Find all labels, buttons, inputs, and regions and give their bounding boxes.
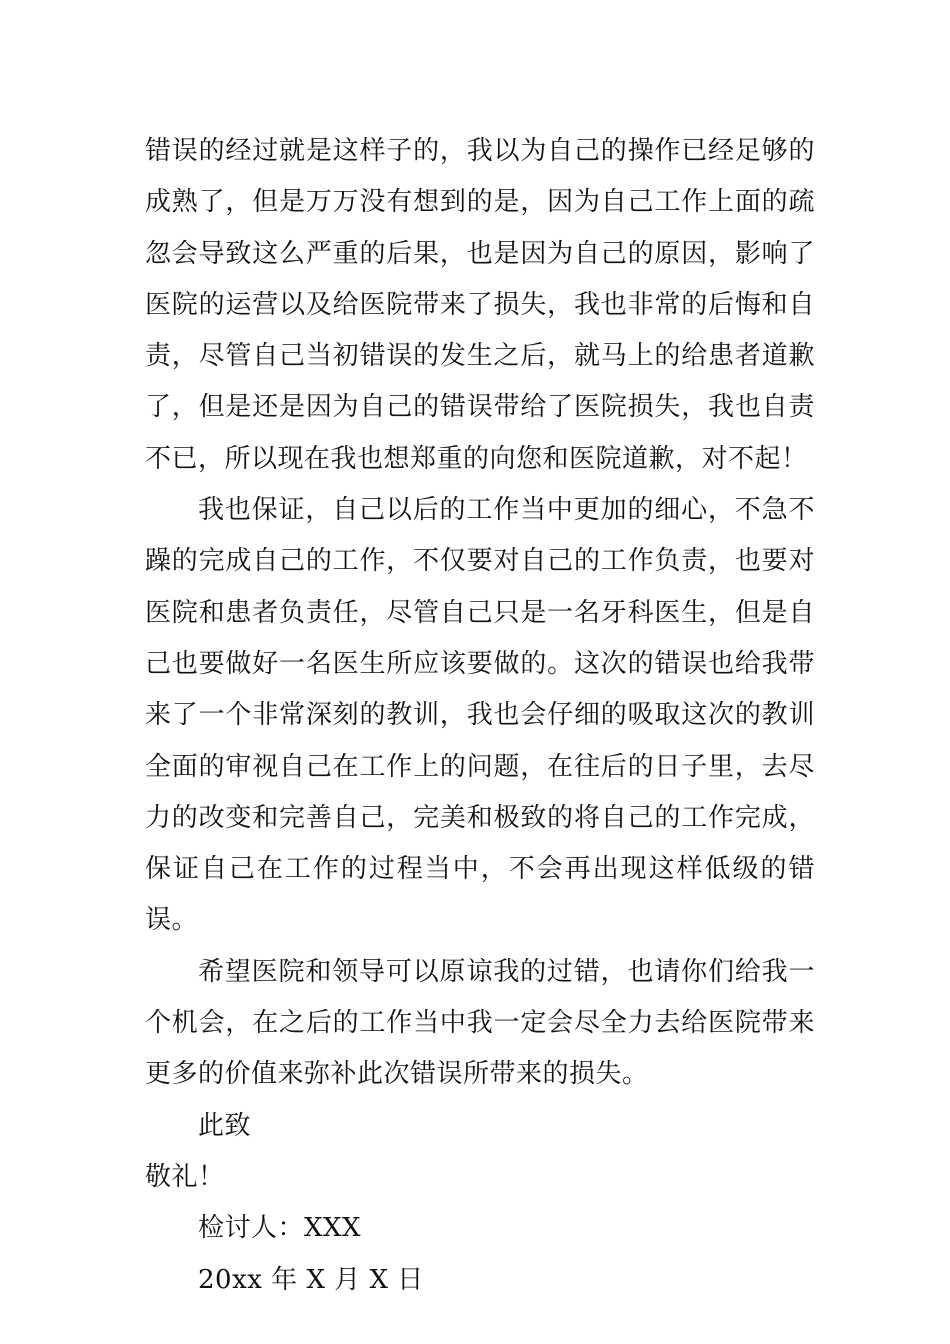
paragraph-error-account: 错误的经过就是这样子的，我以为自己的操作已经足够的成熟了，但是万万没有想到的是，因为自己工作上面的疏忽会导致这么严重的后果，也是因为自己的原因，影响了医院的运营以及给医院带来了损失，我也非常的后悔和自责，尽管自己当初错误的发生之后，就马上的给患者道歉了，但是还是因为自己的错误带给了医院损失，我也自责不已，所以现在我也想郑重的向您和医院道歉，对不起！	[145, 136, 815, 474]
signer-line: 检讨人：XXX	[198, 1213, 362, 1244]
closing-salutation: 此致	[198, 1110, 252, 1141]
closing-regards: 敬礼！	[145, 1161, 225, 1192]
paragraph-promise: 我也保证，自己以后的工作当中更加的细心，不急不躁的完成自己的工作，不仅要对自己的工作负责，也要对医院和患者负责任，尽管自己只是一名牙科医生，但是自己也要做好一名医生所应该要做的。这次的错误也给我带来了一个非常深刻的教训，我也会仔细的吸取这次的教训全面的审视自己在工作上的问题，在往后的日子里，去尽力的改变和完善自己，完美和极致的将自己的工作完成，保证自己在工作的过程当中，不会再出现这样低级的错误。	[145, 495, 815, 936]
document-page	[145, 126, 815, 1306]
paragraph-request: 希望医院和领导可以原谅我的过错，也请你们给我一个机会，在之后的工作当中我一定会尽全力去给医院带来更多的价值来弥补此次错误所带来的损失。	[145, 956, 815, 1090]
date-line: 20xx 年 X 月 X 日	[198, 1264, 424, 1295]
